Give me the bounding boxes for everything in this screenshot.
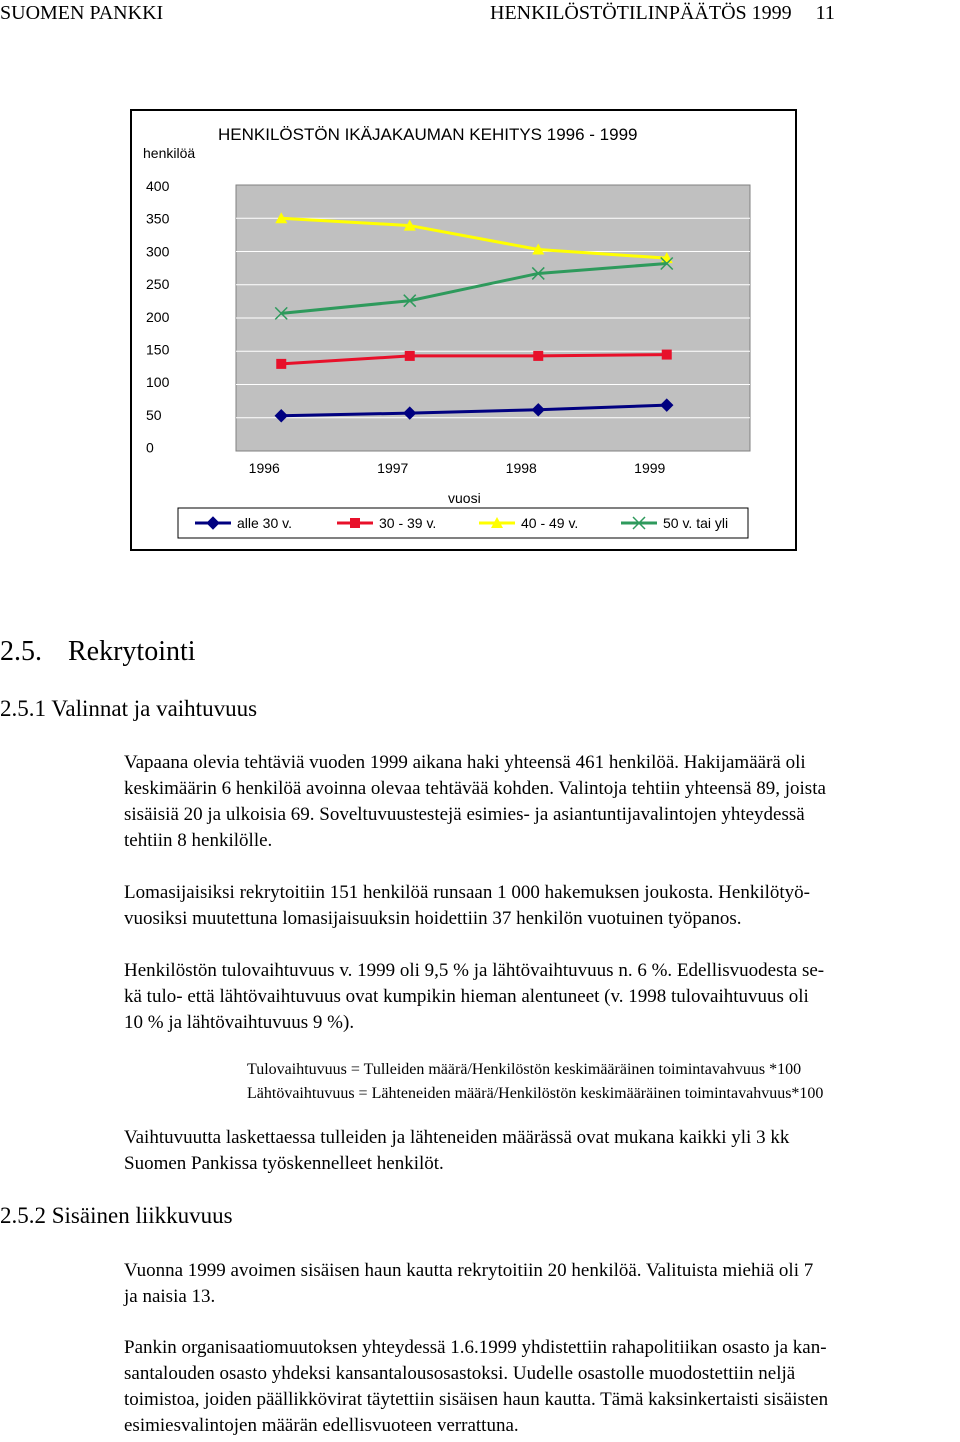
text-line: Vuonna 1999 avoimen sisäisen haun kautta rekrytoitiin 20 henkilöä. Valituista miehiä oli 7	[124, 1260, 814, 1281]
paragraph-turnover	[124, 958, 960, 1036]
x-tick-label: 1996	[248, 460, 280, 476]
text-line: santalouden osasto yhdeksi kansantalousosastoksi. Uudelle osastolle muodostettiin neljä	[124, 1363, 796, 1384]
text-line: Henkilöstön tulovaihtuvuus v. 1999 oli 9,5 % ja lähtövaihtuvuus n. 6 %. Edellisvuodesta se-	[124, 960, 825, 981]
data-point	[533, 351, 543, 361]
paragraph-reorganisation	[124, 1335, 960, 1439]
text-line: kä tulo- että lähtövaihtuvuus ovat kumpikin hieman alentuneet (v. 1998 tulovaihtuvuus oli	[124, 986, 809, 1007]
section-title: Rekrytointi	[68, 636, 196, 667]
text-line: Vaihtuvuutta laskettaessa tulleiden ja lähteneiden määrässä ovat mukana kaikki yli 3 kk	[124, 1127, 790, 1148]
data-point	[662, 350, 672, 360]
legend-label: 50 v. tai yli	[663, 515, 729, 531]
text-line: Lomasijaisiksi rekrytoitiin 151 henkilöä runsaan 1 000 hakemuksen joukosta. Henkilötyö-	[124, 882, 810, 903]
formula-line: Lähtövaihtuvuus = Lähteneiden määrä/Henkilöstön keskimääräinen toimintavahvuus*100	[247, 1085, 824, 1102]
formula-line: Tulovaihtuvuus = Tulleiden määrä/Henkilöstön keskimääräinen toimintavahvuus *100	[247, 1061, 802, 1078]
legend-marker	[350, 518, 360, 528]
subsection-heading-valinnat: 2.5.1 Valinnat ja vaihtuvuus	[0, 696, 258, 721]
x-tick-label: 1999	[634, 460, 666, 476]
x-axis-label: vuosi	[448, 490, 481, 506]
data-point	[405, 351, 415, 361]
text-line: 10 % ja lähtövaihtuvuus 9 %).	[124, 1012, 355, 1033]
text-line: Pankin organisaatiomuutoksen yhteydessä 1.6.1999 yhdistettiin rahapolitiikan osasto ja kan-	[124, 1337, 827, 1358]
text-line: esimiesvalintojen määrän edellisvuoteen verrattuna.	[124, 1415, 519, 1436]
text-line: sisäisiä 20 ja ulkoisia 69. Soveltuvuustestejä esimies- ja asiantuntijavalintojen yhteydessä	[124, 804, 805, 825]
y-tick-label: 0	[146, 439, 154, 456]
legend-label: 30 - 39 v.	[379, 515, 437, 531]
text-line: keskimäärin 6 henkilöä avoinna olevaa tehtävää kohden. Valintoja tehtiin yhteensä 89, joista	[124, 778, 826, 799]
text-line: tehtiin 8 henkilölle.	[124, 830, 273, 851]
y-axis-label: henkilöä	[143, 145, 196, 161]
y-tick-label: 400	[146, 178, 170, 194]
turnover-formulas	[247, 1058, 823, 1106]
y-tick-label: 150	[146, 341, 170, 358]
x-tick-label: 1997	[377, 460, 409, 476]
text-line: vuosiksi muutettuna lomasijaisuuksin hoidettiin 37 henkilön vuotuinen työpanos.	[124, 908, 742, 929]
age-distribution-chart	[0, 0, 960, 560]
y-tick-label: 350	[146, 210, 170, 227]
header-title-text: HENKILÖSTÖTILINPÄÄTÖS 1999	[490, 2, 792, 24]
y-tick-label: 200	[146, 308, 170, 325]
page-number: 11	[815, 2, 835, 24]
data-point	[276, 359, 286, 369]
legend-label: 40 - 49 v.	[521, 515, 579, 531]
paragraph-applications	[124, 750, 960, 854]
paragraph-substitutes	[124, 880, 960, 932]
x-tick-label: 1998	[505, 460, 537, 476]
text-line: Vapaana olevia tehtäviä vuoden 1999 aikana haki yhteensä 461 henkilöä. Hakijamäärä oli	[124, 752, 806, 773]
y-tick-label: 250	[146, 276, 170, 293]
text-line: ja naisia 13.	[124, 1286, 216, 1307]
header-org: SUOMEN PANKKI	[0, 2, 164, 24]
paragraph-turnover-note	[124, 1125, 960, 1177]
subsection-heading-liikkuvuus: 2.5.2 Sisäinen liikkuvuus	[0, 1203, 233, 1228]
legend-label: alle 30 v.	[237, 515, 292, 531]
text-line: toimistoa, joiden päällikkövirat täytettiin sisäisen haun kautta. Tämä kaksinkertaisti sisäisten	[124, 1389, 829, 1410]
y-tick-label: 300	[146, 243, 170, 260]
section-heading	[0, 636, 196, 668]
chart-title: HENKILÖSTÖN IKÄJAKAUMAN KEHITYS 1996 - 1999	[218, 125, 638, 144]
y-tick-label: 50	[146, 406, 162, 423]
text-line: Suomen Pankissa työskennelleet henkilöt.	[124, 1153, 444, 1174]
section-number: 2.5.	[0, 636, 42, 667]
paragraph-internal-hires	[124, 1258, 960, 1310]
y-tick-label: 100	[146, 374, 170, 391]
